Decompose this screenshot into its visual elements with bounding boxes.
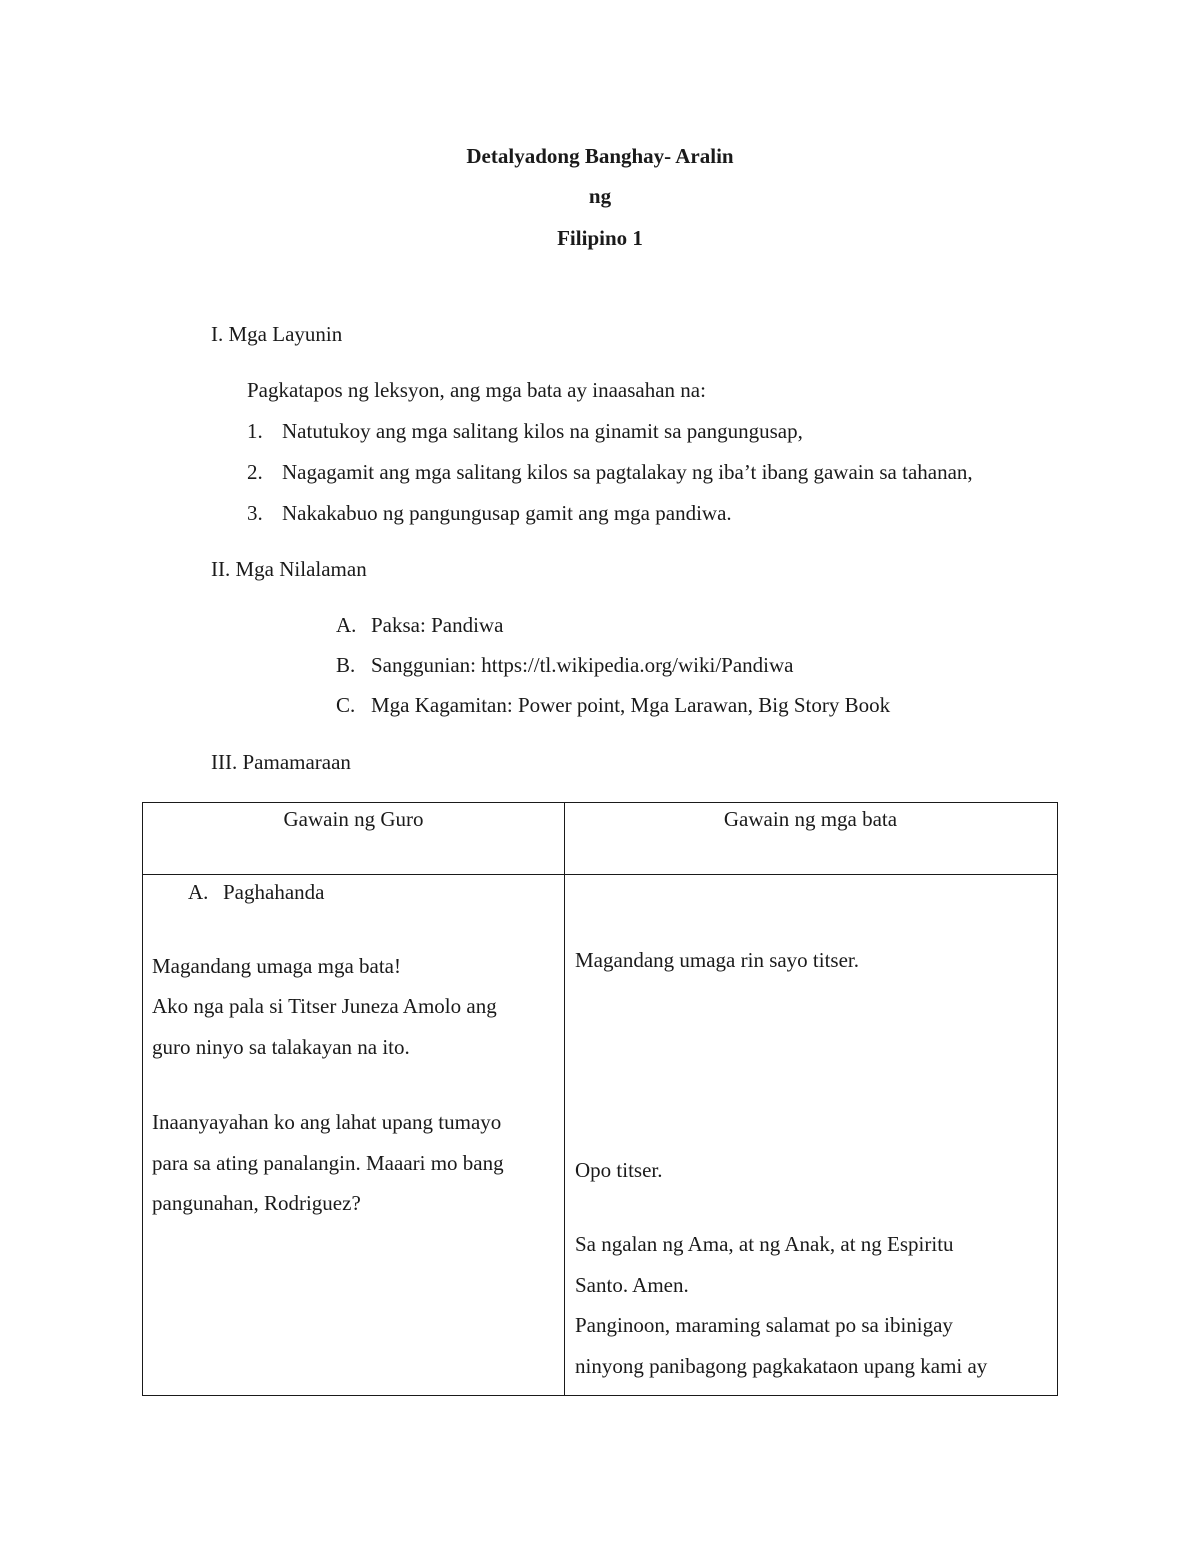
list-item: Nakakabuo ng pangungusap gamit ang mga pandiwa. xyxy=(282,501,732,525)
teacher-line: pangunahan, Rodriguez? xyxy=(152,1191,361,1215)
document-title: Detalyadong Banghay- Aralin xyxy=(466,144,734,168)
teacher-line: para sa ating panalangin. Maaari mo bang xyxy=(152,1151,504,1175)
teacher-line: Inaanyayahan ko ang lahat upang tumayo xyxy=(152,1110,502,1134)
student-line: Panginoon, maraming salamat po sa ibinigay xyxy=(575,1313,953,1337)
subsection-heading: Paghahanda xyxy=(223,880,325,904)
document-title-connector: ng xyxy=(588,184,612,208)
list-item: Nagagamit ang mga salitang kilos sa pagtalakay ng iba’t ibang gawain sa tahanan, xyxy=(282,460,973,484)
section-heading-contents: II. Mga Nilalaman xyxy=(211,557,367,581)
student-line: Opo titser. xyxy=(575,1158,663,1182)
list-item-letter: B. xyxy=(336,653,356,677)
table-column-divider xyxy=(564,803,565,1395)
teacher-line: Magandang umaga mga bata! xyxy=(152,954,401,978)
student-line: Sa ngalan ng Ama, at ng Anak, at ng Espiritu xyxy=(575,1232,954,1256)
list-item: Natutukoy ang mga salitang kilos na ginamit sa pangungusap, xyxy=(282,419,803,443)
section-heading-objectives: I. Mga Layunin xyxy=(211,322,343,346)
table-header-divider xyxy=(143,874,1057,875)
list-item: Paksa: Pandiwa xyxy=(371,613,504,637)
list-item-letter: C. xyxy=(336,693,356,717)
list-item-letter: A. xyxy=(336,613,357,637)
list-item-number: 1. xyxy=(247,419,263,443)
list-item-number: 2. xyxy=(247,460,263,484)
objectives-intro: Pagkatapos ng leksyon, ang mga bata ay inaasahan na: xyxy=(247,378,706,402)
teacher-line: guro ninyo sa talakayan na ito. xyxy=(152,1035,410,1059)
table-header-teacher: Gawain ng Guro xyxy=(283,807,424,831)
teacher-line: Ako nga pala si Titser Juneza Amolo ang xyxy=(152,994,497,1018)
document-subject: Filipino 1 xyxy=(557,226,643,250)
section-heading-procedure: III. Pamamaraan xyxy=(211,750,351,774)
subsection-letter: A. xyxy=(188,880,209,904)
procedure-table xyxy=(142,802,1058,1396)
student-line: Santo. Amen. xyxy=(575,1273,689,1297)
student-line: ninyong panibagong pagkakataon upang kami ay xyxy=(575,1354,988,1378)
list-item: Mga Kagamitan: Power point, Mga Larawan, Big Story Book xyxy=(371,693,891,717)
list-item-reference: Sanggunian: https://tl.wikipedia.org/wiki/Pandiwa xyxy=(371,653,794,677)
table-header-students: Gawain ng mga bata xyxy=(723,807,898,831)
student-line: Magandang umaga rin sayo titser. xyxy=(575,948,860,972)
list-item-number: 3. xyxy=(247,501,263,525)
